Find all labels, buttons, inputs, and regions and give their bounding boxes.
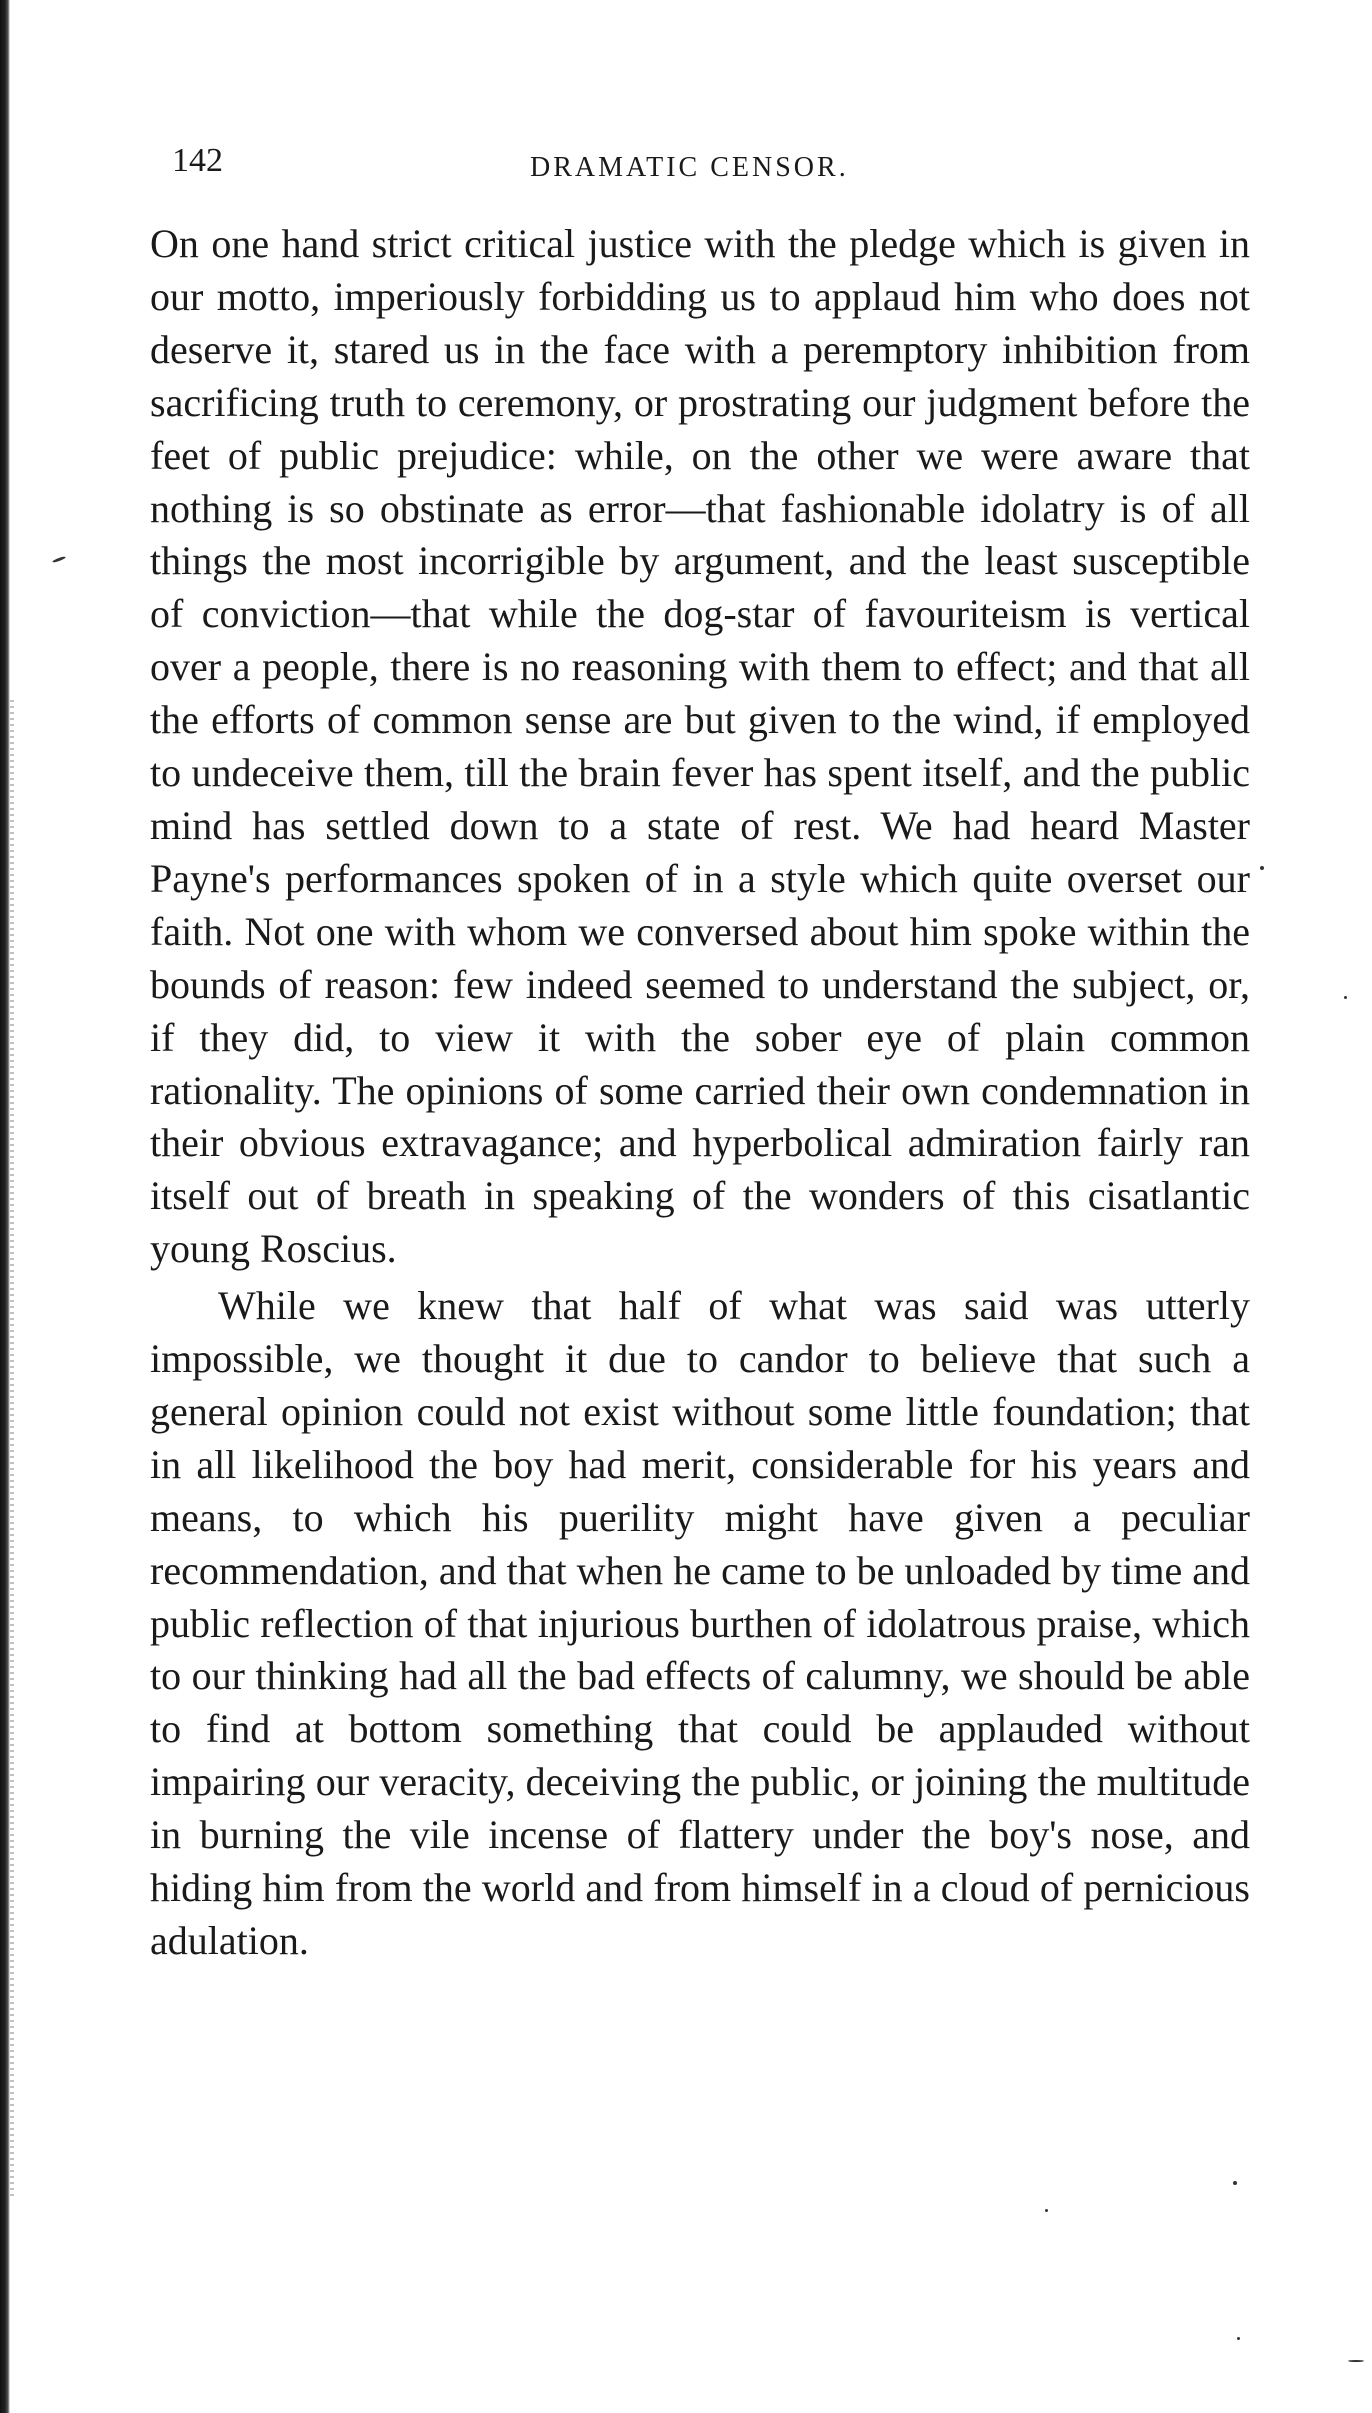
- scan-speck: [1233, 2181, 1237, 2185]
- scan-speck: [1344, 996, 1347, 999]
- scan-speck: [1237, 2337, 1240, 2340]
- scan-speck: [52, 556, 66, 564]
- page-number: 142: [172, 142, 223, 179]
- scan-speck: [1045, 2209, 1048, 2212]
- paragraph-2: While we knew that half of what was said was utterly impossible, we thought it due to candor to believe that such a general opinion could not exist without some little foundation; that in all likelihood the boy had merit, considerable for his years and means, to which his puerility might have given a peculiar recommendation, and that when he came to be unloaded by time and public reflection of that injurious burthen of idolatrous praise, which to our thinking had all the bad effects of calumny, we should be able to find at bottom something that could be applauded without impairing our veracity, deceiving the public, or joining the multitude in burning the vile incense of flattery under the boy's nose, and hiding him from the world and from himself in a cloud of pernicious adulation.: [150, 1283, 1250, 1963]
- page-binding-edge: [0, 0, 10, 2413]
- scan-speck: [1260, 866, 1264, 870]
- body-text: [150, 218, 1250, 1968]
- running-head: DRAMATIC CENSOR.: [530, 152, 849, 183]
- paragraph-1: On one hand strict critical justice with the pledge which is given in our motto, imperiously forbidding us to applaud him who does not deserve it, stared us in the face with a peremptory inhibition from sacrificing truth to ceremony, or prostrating our judgment before the feet of public prejudice: while, on the other we were aware that nothing is so obstinate as error—that fashionable idolatry is of all things the most incorrigible by argument, and the least susceptible of conviction—that while the dog-star of favouriteism is vertical over a people, there is no reasoning with them to effect; and that all the efforts of common sense are but given to the wind, if employed to undeceive them, till the brain fever has spent itself, and the public mind has settled down to a state of rest. We had heard Master Payne's performances spoken of in a style which quite overset our faith. Not one with whom we conversed about him spoke within the bounds of reason: few indeed seemed to understand the subject, or, if they did, to view it with the sober eye of plain common rationality. The opinions of some carried their own condemnation in their obvious extravagance; and hyperbolical admiration fairly ran itself out of breath in speaking of the wonders of this cisatlantic young Roscius.: [150, 221, 1250, 1272]
- page-binding-shadow: [10, 700, 14, 2200]
- scan-speck: [1348, 2360, 1364, 2362]
